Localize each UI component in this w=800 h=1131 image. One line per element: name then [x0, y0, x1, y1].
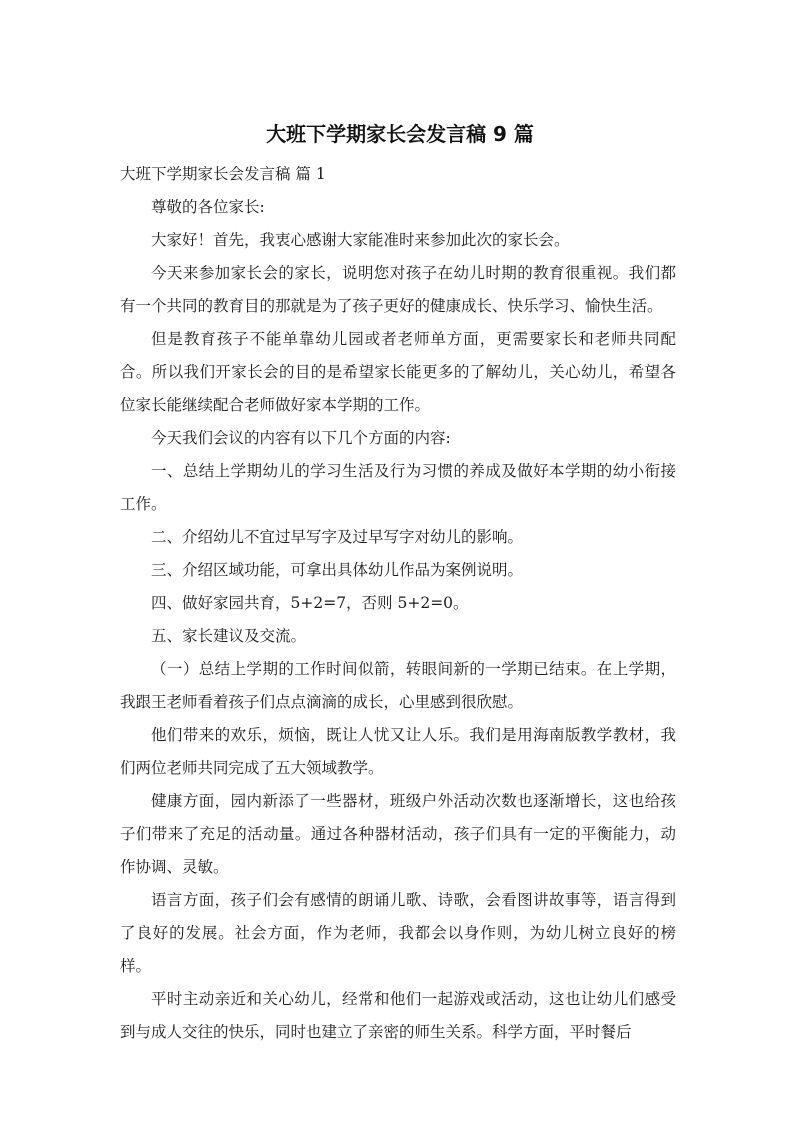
agenda-item: 四、做好家园共育，5+2=7，否则 5+2=0。 [151, 594, 469, 612]
paragraph-greeting: 尊敬的各位家长: [151, 198, 265, 216]
agenda-item: 五、家长建议及交流。 [151, 627, 307, 645]
paragraph: 语言方面，孩子们会有感情的朗诵儿歌、诗歌，会看图讲故事等，语言得到了良好的发展。社会方面，作为老师，我都会以身作则，为幼儿树立良好的榜样。 [120, 891, 676, 975]
paragraph: 平时主动亲近和关心幼儿，经常和他们一起游戏或活动，这也让幼儿们感受到与成人交往的快乐，同时也建立了亲密的师生关系。科学方面，平时餐后 [120, 990, 676, 1041]
agenda-item: 三、介绍区域功能，可拿出具体幼儿作品为案例说明。 [151, 561, 524, 579]
paragraph: 但是教育孩子不能单靠幼儿园或者老师单方面，更需要家长和老师共同配合。所以我们开家长会的目的是希望家长能更多的了解幼儿，关心幼儿，希望各位家长能继续配合老师做好家本学期的工作。 [120, 330, 676, 414]
paragraph: （一）总结上学期的工作时间似箭，转眼间新的一学期已结束。在上学期，我跟王老师看着孩子们点点滴滴的成长，心里感到很欣慰。 [120, 660, 676, 711]
section-subtitle: 大班下学期家长会发言稿 篇 1 [120, 165, 326, 183]
document-body [120, 158, 676, 1049]
agenda-item: 一、总结上学期幼儿的学习生活及行为习惯的养成及做好本学期的幼小衔接工作。 [120, 462, 676, 513]
agenda-item: 二、介绍幼儿不宜过早写字及过早写字对幼儿的影响。 [151, 528, 524, 546]
paragraph: 大家好！首先，我衷心感谢大家能准时来参加此次的家长会。 [151, 231, 570, 249]
paragraph: 健康方面，园内新添了一些器材，班级户外活动次数也逐渐增长，这也给孩子们带来了充足的活动量。通过各种器材活动，孩子们具有一定的平衡能力，动作协调、灵敏。 [120, 792, 676, 876]
paragraph: 今天来参加家长会的家长，说明您对孩子在幼儿时期的教育很重视。我们都有一个共同的教育目的那就是为了孩子更好的健康成长、快乐学习、愉快生活。 [120, 264, 676, 315]
document-title: 大班下学期家长会发言稿 9 篇 [266, 122, 534, 146]
paragraph: 今天我们会议的内容有以下几个方面的内容: [151, 429, 451, 447]
paragraph: 他们带来的欢乐，烦恼，既让人忧又让人乐。我们是用海南版教学教材，我们两位老师共同完成了五大领域教学。 [120, 726, 676, 777]
